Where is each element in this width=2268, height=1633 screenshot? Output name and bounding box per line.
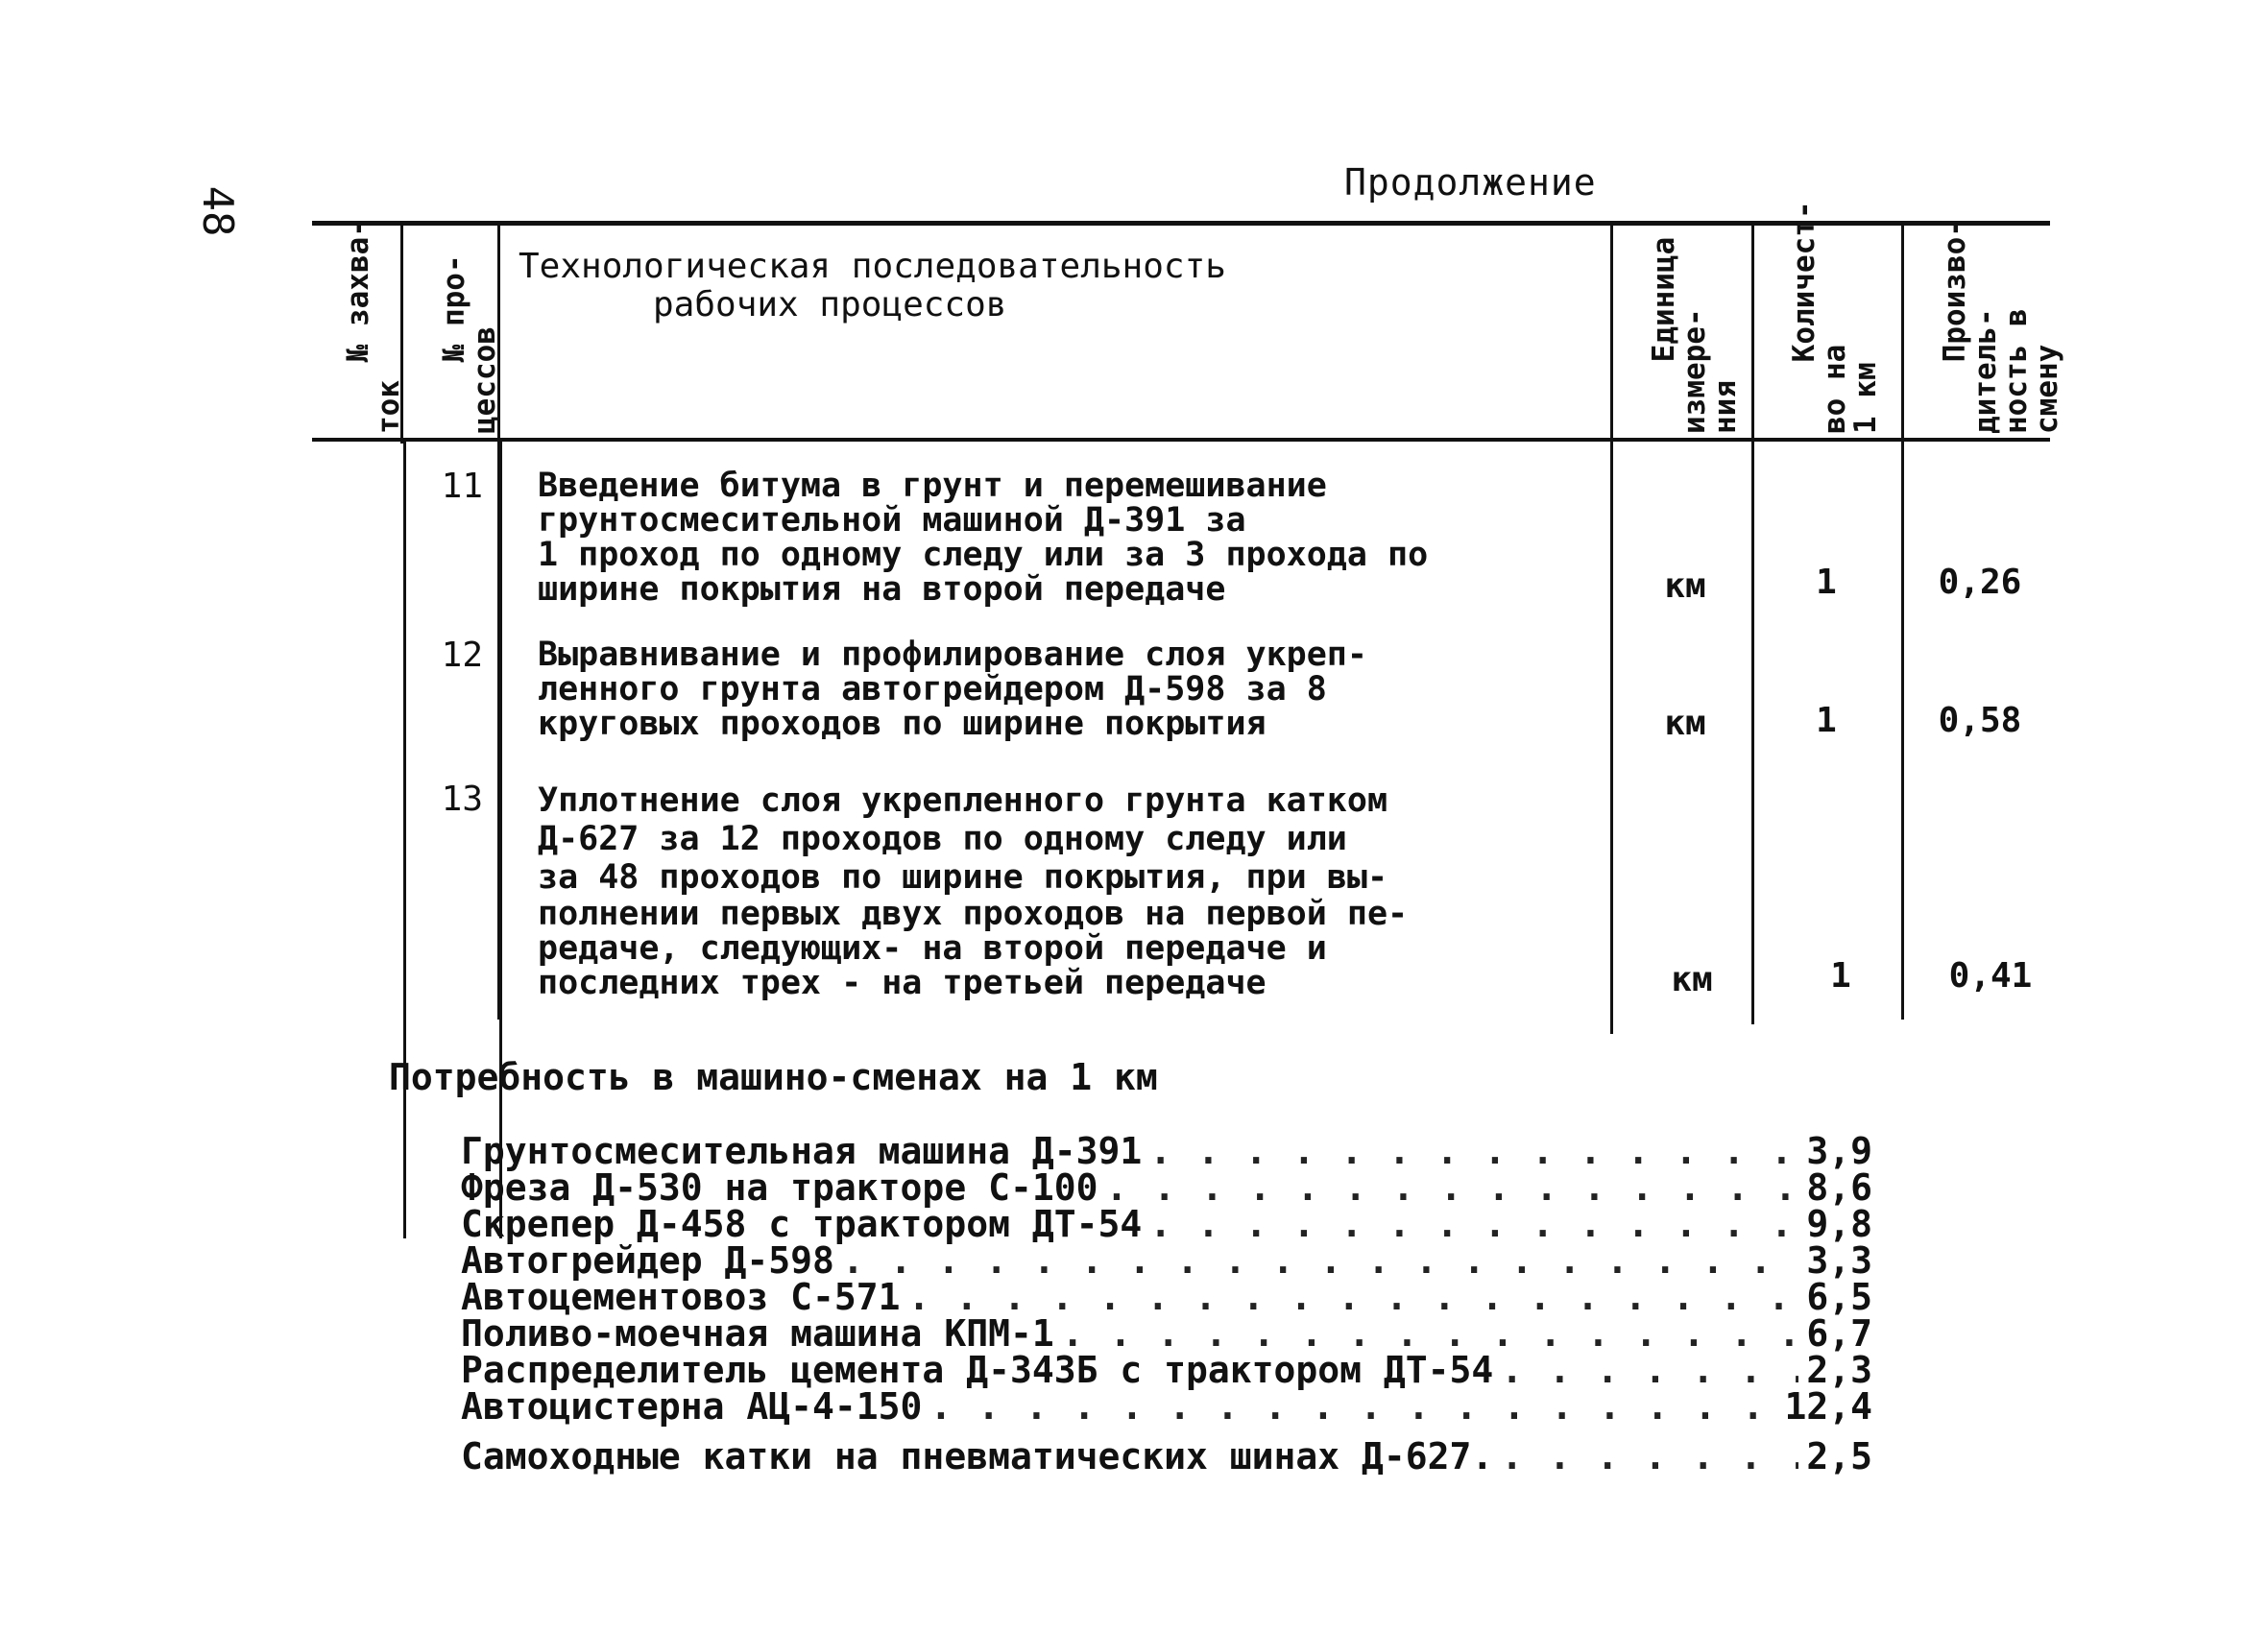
unit-value: км	[1664, 566, 1706, 606]
machine-shifts: 8,6	[1806, 1166, 1872, 1209]
header-line: смену	[2030, 344, 2064, 434]
productivity-value: 0,26	[1938, 563, 2022, 602]
description-line: круговых проходов по ширине покрытия	[538, 705, 1267, 743]
column-divider	[403, 442, 406, 1238]
leader-dots	[929, 1388, 1776, 1425]
header-line: ния	[1708, 380, 1743, 434]
header-line: измере-	[1677, 308, 1712, 434]
description-line: грунтосмесительной машиной Д-391 за	[538, 501, 1246, 540]
machine-shifts: 9,8	[1806, 1203, 1872, 1245]
quantity-value: 1	[1816, 701, 1837, 740]
machine-shifts: 6,7	[1806, 1312, 1872, 1355]
process-table	[312, 201, 2064, 1027]
description-line: за 48 проходов по ширине покрытия, при вы-	[538, 858, 1388, 897]
header-line: Технологическая последовательность	[519, 247, 1226, 286]
machine-name: Автоцистерна АЦ-4-150	[461, 1385, 923, 1428]
machine-name: Самоходные катки на пневматических шинах Д-627.	[461, 1435, 1494, 1477]
leader-dots	[1105, 1169, 1798, 1206]
machine-shifts: 2,3	[1806, 1349, 1872, 1391]
leader-dots	[1501, 1352, 1798, 1388]
column-divider	[499, 442, 502, 1238]
machine-row	[461, 1385, 1872, 1428]
header-line: № захва-	[341, 219, 375, 363]
machine-name: Поливо-моечная машина КПМ-1	[461, 1312, 1054, 1355]
header-process-sequence	[519, 248, 1226, 324]
process-number: 12	[441, 636, 483, 675]
machine-shifts: 12,4	[1784, 1385, 1872, 1428]
machine-row	[461, 1349, 1872, 1391]
header-line: рабочих процессов	[653, 285, 1007, 324]
machine-name: Автоцементовоз С-571	[461, 1276, 901, 1318]
machine-name: Скрепер Д-458 с трактором ДТ-54	[461, 1203, 1143, 1245]
header-productivity	[1909, 219, 2093, 434]
description-line: ширине покрытия на второй передаче	[538, 570, 1226, 609]
description-line: Выравнивание и профилирование слоя укреп-	[538, 636, 1367, 674]
leader-dots	[1149, 1206, 1798, 1242]
description-line: редаче, следующих- на второй передаче и	[538, 929, 1327, 968]
header-line: № про-	[437, 254, 471, 363]
quantity-value: 1	[1816, 563, 1837, 602]
description-line: Введение битума в грунт и перемешивание	[538, 467, 1327, 505]
header-line: ность в	[1999, 308, 2034, 434]
machine-name: Фреза Д-530 на тракторе С-100	[461, 1166, 1098, 1209]
continuation-label: Продолжение	[1344, 161, 1597, 204]
leader-dots	[1062, 1315, 1799, 1352]
header-line: 1 км	[1848, 362, 1883, 434]
machine-shifts: 2,5	[1806, 1435, 1872, 1477]
description-line: Д-627 за 12 проходов по одному следу или	[538, 820, 1347, 858]
process-description	[538, 781, 1623, 1000]
machine-needs-list	[461, 1130, 1872, 1477]
machine-row	[461, 1166, 1872, 1209]
productivity-value: 0,58	[1938, 701, 2022, 740]
header-line: во на	[1818, 344, 1852, 434]
machine-row	[461, 1276, 1872, 1318]
process-number: 11	[441, 467, 483, 506]
machine-shifts: 6,5	[1806, 1276, 1872, 1318]
machine-row	[461, 1312, 1872, 1355]
unit-value: км	[1664, 704, 1706, 743]
header-line: дитель-	[1968, 308, 2003, 434]
header-line: Единица	[1647, 236, 1681, 363]
header-line: Произво-	[1938, 219, 1972, 363]
description-line: полнении первых двух проходов на первой пе-	[538, 895, 1409, 933]
header-line: Количест-	[1787, 201, 1822, 363]
page-number: 48	[193, 185, 242, 237]
header-line: ток	[372, 380, 406, 434]
description-line: Уплотнение слоя укрепленного грунта катком	[538, 781, 1388, 820]
machine-row	[461, 1239, 1872, 1282]
table-header-rule	[312, 438, 2050, 442]
description-line: ленного грунта автогрейдером Д-598 за 8	[538, 670, 1327, 708]
process-number: 13	[441, 780, 483, 819]
machine-shifts: 3,3	[1806, 1239, 1872, 1282]
description-line: 1 проход по одному следу или за 3 прохода по	[538, 536, 1429, 574]
leader-dots	[842, 1242, 1798, 1279]
description-line: последних трех - на третьей передаче	[538, 964, 1267, 1002]
quantity-value: 1	[1830, 956, 1851, 996]
leader-dots	[1501, 1438, 1798, 1475]
machine-name: Распределитель цемента Д-343Б с трактором ДТ-54	[461, 1349, 1494, 1391]
process-description	[538, 468, 1623, 607]
leader-dots	[1149, 1133, 1798, 1169]
machine-row	[461, 1203, 1872, 1245]
machine-row	[461, 1435, 1872, 1477]
machine-needs-title: Потребность в машино-сменах на 1 км	[389, 1056, 1158, 1098]
header-process-number	[408, 254, 531, 434]
machine-shifts: 3,9	[1806, 1130, 1872, 1172]
header-quantity	[1758, 201, 1912, 434]
process-description	[538, 637, 1623, 741]
header-unit	[1618, 237, 1772, 434]
machine-name: Грунтосмесительная машина Д-391	[461, 1130, 1143, 1172]
productivity-value: 0,41	[1948, 956, 2033, 996]
leader-dots	[908, 1279, 1799, 1315]
unit-value: км	[1671, 960, 1713, 999]
machine-row	[461, 1130, 1872, 1172]
machine-name: Автогрейдер Д-598	[461, 1239, 834, 1282]
header-line: цессов	[468, 326, 502, 434]
